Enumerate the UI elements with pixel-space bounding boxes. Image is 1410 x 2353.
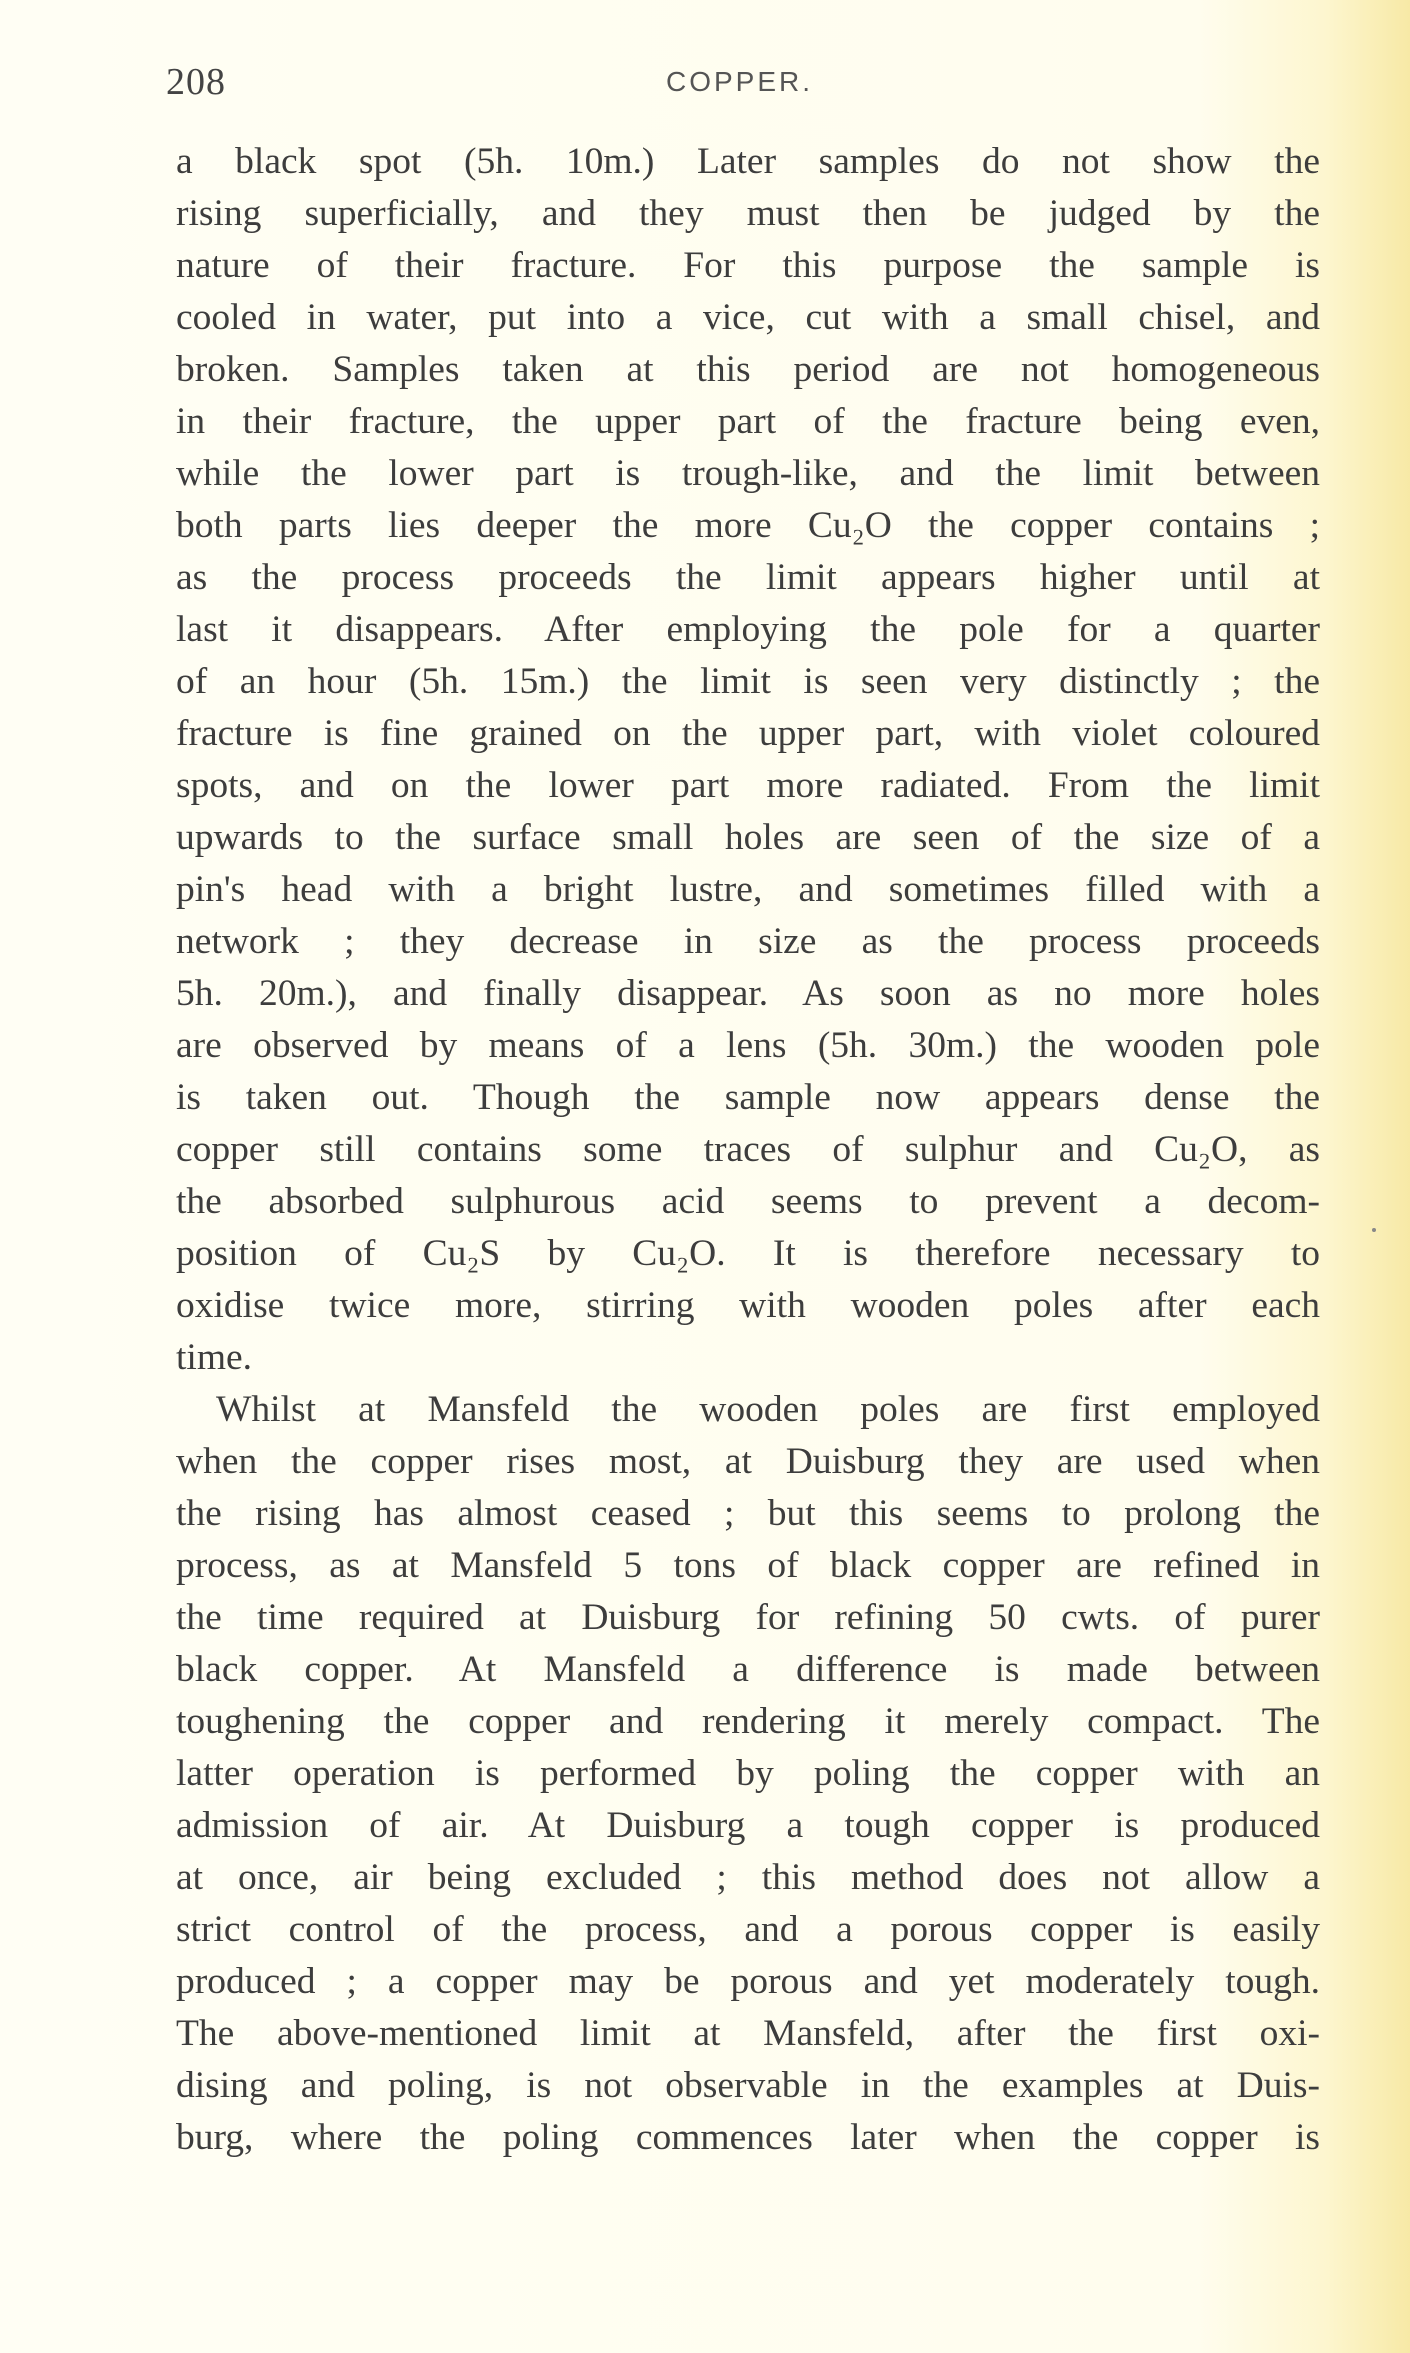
page-number: 208: [166, 61, 226, 103]
running-head: COPPER.: [666, 66, 814, 97]
text-line: rising superficially, and they must then be judged by the: [176, 193, 1320, 234]
text-line: 5h. 20m.), and finally disappear. As soon as no more holes: [176, 973, 1320, 1014]
text-line: process, as at Mansfeld 5 tons of black copper are refined in: [176, 1545, 1320, 1586]
text-line: black copper. At Mansfeld a difference is made between: [176, 1649, 1320, 1690]
text-line: when the copper rises most, at Duisburg they are used when: [176, 1441, 1320, 1482]
text-line: latter operation is performed by poling the copper with an: [176, 1753, 1320, 1794]
text-line: in their fracture, the upper part of the fracture being even,: [176, 401, 1320, 442]
text-line: dising and poling, is not observable in the examples at Duis-: [176, 2065, 1320, 2106]
text-line: toughening the copper and rendering it merely compact. The: [176, 1701, 1320, 1742]
margin-speck: [1372, 1228, 1376, 1232]
text-line: copper still contains some traces of sulphur and Cu₂O, as: [176, 1129, 1320, 1170]
text-line: spots, and on the lower part more radiated. From the limit: [176, 765, 1320, 806]
text-line: upwards to the surface small holes are seen of the size of a: [176, 817, 1320, 858]
text-line: network ; they decrease in size as the process proceeds: [176, 921, 1320, 962]
text-line: strict control of the process, and a porous copper is easily: [176, 1909, 1320, 1950]
text-line: pin's head with a bright lustre, and sometimes filled with a: [176, 869, 1320, 910]
text-line: the rising has almost ceased ; but this seems to prolong the: [176, 1493, 1320, 1534]
paragraph-first-line: Whilst at Mansfeld the wooden poles are first employed: [216, 1389, 1320, 1430]
text-line: are observed by means of a lens (5h. 30m.) the wooden pole: [176, 1025, 1320, 1066]
text-line: last it disappears. After employing the pole for a quarter: [176, 609, 1320, 650]
text-line: nature of their fracture. For this purpose the sample is: [176, 245, 1320, 286]
text-line: both parts lies deeper the more Cu₂O the copper contains ;: [176, 505, 1320, 546]
text-line: oxidise twice more, stirring with wooden poles after each: [176, 1285, 1320, 1326]
text-line: produced ; a copper may be porous and yet moderately tough.: [176, 1961, 1320, 2002]
text-line: while the lower part is trough-like, and the limit between: [176, 453, 1320, 494]
text-line: as the process proceeds the limit appears higher until at: [176, 557, 1320, 598]
text-line: time.: [176, 1337, 253, 1378]
text-line: admission of air. At Duisburg a tough copper is produced: [176, 1805, 1320, 1846]
text-line: of an hour (5h. 15m.) the limit is seen very distinctly ; the: [176, 661, 1320, 702]
text-line: burg, where the poling commences later when the copper is: [176, 2117, 1320, 2158]
text-line: position of Cu₂S by Cu₂O. It is therefore necessary to: [176, 1233, 1320, 1274]
text-line: cooled in water, put into a vice, cut with a small chisel, and: [176, 297, 1320, 338]
text-line: fracture is fine grained on the upper part, with violet coloured: [176, 713, 1320, 754]
text-line: is taken out. Though the sample now appears dense the: [176, 1077, 1320, 1118]
body-text: [176, 136, 1320, 2164]
text-line: The above-mentioned limit at Mansfeld, after the first oxi-: [176, 2013, 1320, 2054]
text-line: a black spot (5h. 10m.) Later samples do not show the: [176, 141, 1320, 182]
text-line: the absorbed sulphurous acid seems to prevent a decom-: [176, 1181, 1320, 1222]
text-line: at once, air being excluded ; this method does not allow a: [176, 1857, 1320, 1898]
text-line: broken. Samples taken at this period are not homogeneous: [176, 349, 1320, 390]
text-line: the time required at Duisburg for refining 50 cwts. of purer: [176, 1597, 1320, 1638]
